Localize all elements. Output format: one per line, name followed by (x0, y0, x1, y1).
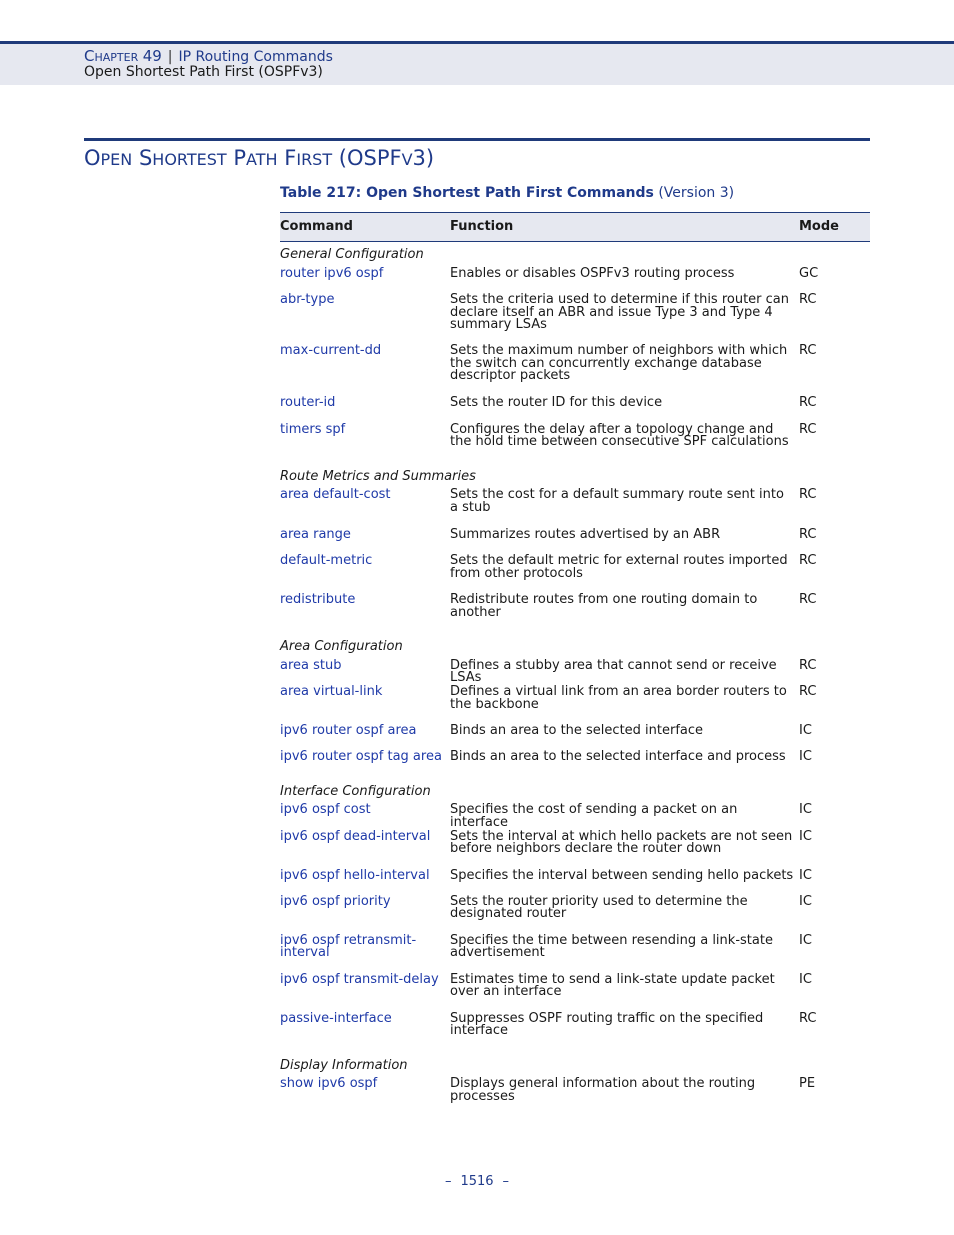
title-suffix: (OSPFV3) (338, 146, 435, 170)
header-subtitle: Open Shortest Path First (OSPFv3) (84, 64, 323, 80)
command-mode: GC (799, 265, 819, 281)
commands-table (280, 212, 870, 1117)
command-mode: IC (799, 802, 812, 817)
command-mode: IC (799, 867, 812, 883)
table-row (280, 725, 870, 751)
title-word: FIRST (284, 146, 333, 170)
chapter-label-initial: C (84, 47, 95, 65)
command-mode: IC (799, 893, 812, 909)
category-label: General Configuration (280, 247, 424, 262)
table-row (280, 935, 870, 974)
command-link[interactable]: passive-interface (280, 1010, 392, 1026)
table-row (280, 489, 870, 529)
function-description: Sets the cost for a default summary route sent into a stub (450, 487, 784, 515)
function-description: Specifies the time between resending a link-state advertisement (450, 932, 773, 960)
command-link[interactable]: ipv6 router ospf tag area (280, 749, 442, 764)
command-mode: IC (799, 749, 812, 764)
function-description: Suppresses OSPF routing traffic on the specified interface (450, 1010, 764, 1038)
table-row (280, 870, 870, 896)
command-link[interactable]: router ipv6 ospf (280, 265, 384, 281)
command-link[interactable]: area default-cost (280, 487, 391, 502)
function-description: Summarizes routes advertised by an ABR (450, 527, 721, 542)
table-body (280, 242, 870, 1118)
command-link[interactable]: ipv6 ospf cost (280, 802, 371, 817)
table-row (280, 424, 870, 463)
footer-dash-right: – (502, 1174, 510, 1189)
command-mode: RC (799, 1010, 817, 1026)
table-row (280, 974, 870, 1013)
command-mode: RC (799, 527, 817, 542)
command-mode: IC (799, 723, 812, 738)
command-mode: IC (799, 932, 812, 948)
function-description: Binds an area to the selected interface (450, 723, 704, 738)
title-word: OPEN (84, 146, 133, 170)
command-mode: RC (799, 395, 817, 410)
category-row (280, 242, 870, 268)
table-row (280, 594, 870, 633)
command-link[interactable]: area range (280, 527, 351, 542)
category-label: Area Configuration (280, 639, 403, 654)
table-row (280, 660, 870, 687)
table-row (280, 1078, 870, 1117)
table-header-row (280, 213, 870, 242)
function-description: Sets the maximum number of neighbors with which the switch can concurrently exchange database descriptor packets (450, 343, 788, 383)
command-link[interactable]: abr-type (280, 292, 335, 307)
command-link[interactable]: router-id (280, 395, 336, 410)
table-caption-bold: Table 217: Open Shortest Path First Commands (280, 185, 654, 201)
function-description: Displays general information about the routing processes (450, 1076, 756, 1104)
command-link[interactable]: timers spf (280, 421, 346, 437)
table-row (280, 804, 870, 831)
table-row (280, 751, 870, 778)
table-row (280, 831, 870, 870)
table-row (280, 345, 870, 397)
category-row (280, 1052, 870, 1079)
command-link[interactable]: ipv6 ospf dead-interval (280, 828, 431, 844)
page-number: 1516 (460, 1174, 494, 1189)
command-link[interactable]: show ipv6 ospf (280, 1076, 378, 1091)
title-rule (84, 138, 870, 141)
category-row (280, 778, 870, 805)
table-row (280, 294, 870, 345)
function-description: Configures the delay after a topology change and the hold time between consecutive SPF calculations (450, 421, 789, 449)
title-word: PATH (233, 146, 278, 170)
section-title (84, 146, 434, 170)
function-description: Sets the router priority used to determine the designated router (450, 893, 748, 921)
header-separator: | (167, 49, 173, 65)
function-description: Sets the default metric for external routes imported from other protocols (450, 553, 788, 581)
category-label: Route Metrics and Summaries (280, 468, 476, 484)
function-description: Sets the criteria used to determine if this router can declare itself an ABR and issue Type 3 and Type 4 summary LSAs (450, 292, 790, 332)
function-description: Binds an area to the selected interface and process (450, 749, 786, 764)
function-description: Defines a stubby area that cannot send or receive LSAs (450, 657, 777, 685)
command-link[interactable]: area virtual-link (280, 684, 383, 699)
table-row (280, 1013, 870, 1052)
running-header (0, 41, 954, 85)
chapter-label-rest: HAPTER (94, 51, 139, 64)
command-mode: RC (799, 657, 817, 673)
chapter-line (84, 47, 333, 65)
command-mode: RC (799, 343, 817, 358)
chapter-name: IP Routing Commands (178, 49, 333, 65)
command-link[interactable]: ipv6 router ospf area (280, 723, 417, 738)
category-label: Interface Configuration (280, 783, 431, 799)
table-row (280, 896, 870, 935)
command-link[interactable]: ipv6 ospf hello-interval (280, 867, 430, 883)
column-header-command: Command (280, 213, 450, 242)
table-caption-version: (Version 3) (658, 185, 735, 201)
footer-dash-left: – (444, 1174, 452, 1189)
command-mode: RC (799, 553, 817, 568)
command-mode: RC (799, 684, 817, 699)
category-row (280, 463, 870, 490)
command-link[interactable]: redistribute (280, 592, 356, 607)
function-description: Sets the router ID for this device (450, 395, 663, 410)
function-description: Redistribute routes from one routing domain to another (450, 592, 758, 620)
command-mode: PE (799, 1076, 816, 1091)
chapter-number: 49 (142, 47, 162, 65)
title-word: SHORTEST (138, 146, 227, 170)
page-footer (0, 1174, 954, 1189)
command-mode: IC (799, 971, 812, 987)
command-mode: IC (799, 828, 812, 844)
function-description: Enables or disables OSPFv3 routing process (450, 265, 735, 281)
command-mode: RC (799, 592, 817, 607)
column-header-mode: Mode (799, 213, 870, 242)
table-row (280, 686, 870, 725)
column-header-function: Function (450, 213, 799, 242)
table-row (280, 529, 870, 555)
table-row (280, 555, 870, 594)
command-link[interactable]: ipv6 ospf priority (280, 893, 391, 909)
function-description: Sets the interval at which hello packets are not seen before neighbors declare the router down (450, 828, 793, 856)
command-link[interactable]: area stub (280, 657, 342, 673)
function-description: Defines a virtual link from an area border routers to the backbone (450, 684, 787, 712)
category-label: Display Information (280, 1057, 408, 1073)
table-row (280, 397, 870, 424)
command-link[interactable]: max-current-dd (280, 343, 382, 358)
command-mode: RC (799, 292, 817, 307)
command-mode: RC (799, 487, 817, 502)
table-caption (280, 185, 734, 201)
function-description: Estimates time to send a link-state update packet over an interface (450, 971, 775, 999)
table-row (280, 268, 870, 295)
command-link[interactable]: ipv6 ospf retransmit-interval (280, 932, 417, 960)
category-row (280, 633, 870, 660)
command-link[interactable]: default-metric (280, 553, 373, 568)
command-mode: RC (799, 421, 817, 437)
command-link[interactable]: ipv6 ospf transmit-delay (280, 971, 439, 987)
function-description: Specifies the interval between sending hello packets (450, 867, 794, 883)
function-description: Specifies the cost of sending a packet on an interface (450, 802, 738, 830)
